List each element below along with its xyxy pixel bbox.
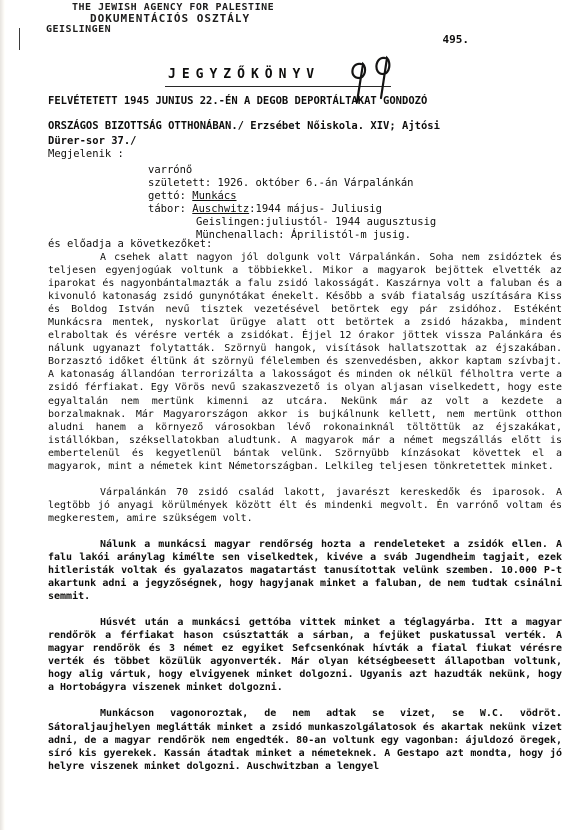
camp-value: Auschwitz xyxy=(192,203,250,215)
camp-row-2: Geislingen:juliustól- 1944 augusztusig xyxy=(196,216,437,228)
testimony-paragraph: Húsvét után a munkácsi gettóba vittek minket a téglagyárba. Itt a magyar rendőrök a férfiakat hason csúsztatták a sárban, a fejüket puskatussal verték. A magyar rendőrök és 3 német ez egyiket Sefcsenkónak hívták a fiatal fiukat vérésre verték és többet közülük agyonverték. Már olyan kétségbeesett állapotban voltunk, hogy alig vártuk, hogy elvigyenek minket dolgozni. Ugyanis azt hazudták nekünk, hogy a Hortobágyra viszenek minket dolgozni. xyxy=(48,617,562,694)
stamp-line-3: GEISLINGEN xyxy=(46,24,112,35)
stamp-line-2: DOKUMENTÁCIÓS OSZTÁLY xyxy=(90,12,251,25)
camp-period: :1944 május- Juliusig xyxy=(249,203,382,215)
ghetto-row xyxy=(148,190,436,203)
testimony-paragraph: Várpalánkán 70 zsidó család lakott, javarészt kereskedők és iparosok. A legtöbb jó anyagi körülmények között élt és mindenki megvolt. Én varrónő voltam és megkerestem, amire szükségem volt. xyxy=(48,486,562,524)
document-title: JEGYZŐKÖNYV xyxy=(168,67,321,82)
occupation: varrónő xyxy=(148,164,193,176)
record-header xyxy=(48,94,558,149)
birth-info: született: 1926. október 6.-án Várpalánkán xyxy=(148,177,414,189)
organization-stamp xyxy=(46,2,275,35)
ghetto-label: gettó: xyxy=(148,190,186,202)
witness-details xyxy=(148,164,436,242)
camp-row xyxy=(148,203,436,216)
camp-label: tábor: xyxy=(148,203,186,215)
testimony-body xyxy=(48,251,562,786)
testimony-paragraph: Munkácson vagonoroztak, de nem adtak se vizet, se W.C. vödröt. Sátoraljaujhelyen meglátták minket a zsidó munkaszolgálatosok és akartak nekünk vizet adni, de a magyar rendőrök nem engedték. 80-an voltunk egy vagonban: ájuldozó öregek, síró kis gyerekek. Kassán átadtak minket a németeknek. A Gestapo azt mondta, hogy jó helyre viszenek minket dolgozni. Auschwitzban a lengyel xyxy=(48,708,562,772)
header-line-3: Dürer-sor 37./ xyxy=(48,135,137,147)
document-number: 495. xyxy=(442,33,469,46)
stamp-line-1: THE JEWISH AGENCY FOR PALESTINE xyxy=(72,2,275,13)
appearing-label: Megjelenik : xyxy=(48,148,124,160)
testimony-paragraph: Nálunk a munkácsi magyar rendőrség hozta a rendeleteket a zsidók ellen. A falu lakói aránylag kimélte sen viselkedtek, kivéve a sváb Jugendheim tagjait, ezek hitleristák voltak és gyalazatos magatartást tanusítottak velünk szemben. 10.000 P-t akartunk adni a jegyzőségnek, hogy hagyjanak minket a faluban, de nem tudtak csinálni semmit. xyxy=(48,538,562,603)
scan-edge-shadow xyxy=(0,0,6,830)
ghetto-value: Munkács xyxy=(192,190,237,202)
camp-row-3: Münchenallach: Áprilistól-m jusig. xyxy=(196,229,411,241)
margin-mark xyxy=(19,28,20,50)
header-line-2: ORSZÁGOS BIZOTTSÁG OTTHONÁBAN./ Erzsébet Nőiskola. XIV; Ajtósi xyxy=(48,120,440,132)
header-line-1: FELVÉTETETT 1945 JUNIUS 22.-ÉN A DEGOB DEPORTÁLTAKAT GONDOZÓ xyxy=(48,95,428,107)
intro-line: és előadja a következőket: xyxy=(48,238,213,250)
testimony-paragraph: A csehek alatt nagyon jól dolgunk volt Várpalánkán. Soha nem zsidóztek és teljesen egyenjogúak voltunk a többiekkel. Mikor a magyarok bejöttek elvették az iparokat és nagyonbántalmazták a falu zsidó lakosságát. Kaszárnya volt a faluban és a kivonuló katonaság zsidó gunynótákat énekelt. Később a sváb fiatalság uszítására Kiss és Boldog István nevű tisztek vezetésével betörtek egy pár zsidóhoz. Estéként Munkácsra mentek, nyskorlat ürügye alatt ott betörtek a zsidó házakba, mindent elraboltak és vérésre verték a zsidókat. Éjjel 12 órakor jöttek vissza Palánkára és nálunk ugyanazt folytatták. Szörnyü hangok, visítások hallatszottak az éjszakában. Borzasztó időket éltünk át szörnyü félelemben és szenvedésben, akkor kaptam szívbajt. A katonaság állandóan terrorizálta a lakosságot és minden ok nélkül félholtra verte a zsidó férfiakat. Egy Vörös nevű szakaszvezető is olyan aljasan viselkedett, hogy este egyaltalán nem mertünk kimenni az utcára. Nekünk már az volt a kezdete a borzalmaknak. Már Magyarországon akkor is bujkálnunk kellett, nem mertünk otthon aludni hanem a környező városokban lévő rokonainknál töltöttük az éjszakákat, istállókban, széksellatokban aludtunk. A magyarok már a német megszállás előtt is embertelenül és kegyetlenül bántak velünk. Szörnyübb kínzásokat követtek el a magyarok, mint a németek kint Németországban. Lelkileg teljesen tönkretettek minket. xyxy=(48,252,562,472)
